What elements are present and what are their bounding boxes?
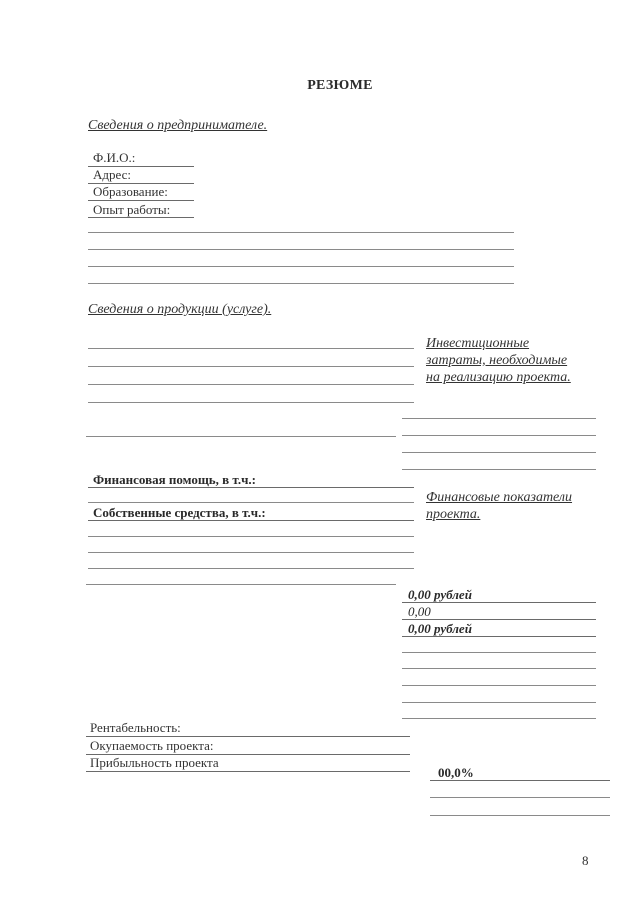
blank-line: [88, 366, 414, 367]
page-number: 8: [582, 853, 589, 868]
blank-line: [402, 469, 596, 470]
indicator-value: 0,00 рублей: [408, 587, 472, 602]
investment-heading-line: затраты, необходимые: [426, 353, 568, 368]
investment-heading-line: Инвестиционные: [426, 336, 530, 351]
field-underline: [88, 200, 194, 201]
blank-line: [402, 418, 596, 419]
field-underline: [88, 217, 194, 218]
blank-line: [88, 568, 414, 569]
field-underline: [430, 780, 610, 781]
blank-line: [88, 283, 514, 284]
field-underline: [86, 736, 410, 737]
indicator-value: 0,00 рублей: [408, 621, 472, 636]
indicators-heading-line: проекта.: [426, 507, 481, 522]
blank-line: [402, 685, 596, 686]
field-underline: [86, 771, 410, 772]
field-underline: [402, 602, 596, 603]
own-funds-label: Собственные средства, в т.ч.:: [93, 505, 266, 520]
indicator-value: 0,00: [408, 604, 431, 619]
field-underline: [88, 520, 414, 521]
product-section-heading: Сведения о продукции (услуге).: [88, 302, 272, 317]
field-label-fio: Ф.И.О.:: [93, 150, 136, 165]
blank-line: [88, 348, 414, 349]
blank-line: [430, 815, 610, 816]
field-label-experience: Опыт работы:: [93, 202, 171, 217]
blank-line: [430, 797, 610, 798]
field-label-address: Адрес:: [93, 167, 131, 182]
blank-line: [88, 502, 414, 503]
blank-line: [402, 718, 596, 719]
financial-aid-label: Финансовая помощь, в т.ч.:: [93, 472, 257, 487]
field-underline: [402, 619, 596, 620]
field-underline: [402, 636, 596, 637]
blank-line: [88, 536, 414, 537]
blank-line: [402, 702, 596, 703]
metric-label-return: Прибыльность проекта: [90, 755, 219, 770]
blank-line: [88, 232, 514, 233]
blank-line: [88, 402, 414, 403]
blank-line: [402, 435, 596, 436]
blank-line: [88, 266, 514, 267]
page-title: РЕЗЮМЕ: [307, 78, 373, 93]
entrepreneur-section-heading: Сведения о предпринимателе.: [88, 118, 268, 133]
blank-line: [88, 552, 414, 553]
investment-heading-line: на реализацию проекта.: [426, 370, 571, 385]
metric-label-profitability: Рентабельность:: [90, 720, 181, 735]
field-underline: [88, 487, 414, 488]
field-label-education: Образование:: [93, 184, 168, 199]
blank-line: [402, 452, 596, 453]
blank-line: [402, 652, 596, 653]
blank-line: [86, 584, 396, 585]
metric-value: 00,0%: [438, 765, 474, 780]
metric-label-payback: Окупаемость проекта:: [90, 738, 214, 753]
blank-line: [86, 436, 396, 437]
blank-line: [88, 249, 514, 250]
indicators-heading-line: Финансовые показатели: [426, 490, 573, 505]
blank-line: [88, 384, 414, 385]
blank-line: [402, 668, 596, 669]
